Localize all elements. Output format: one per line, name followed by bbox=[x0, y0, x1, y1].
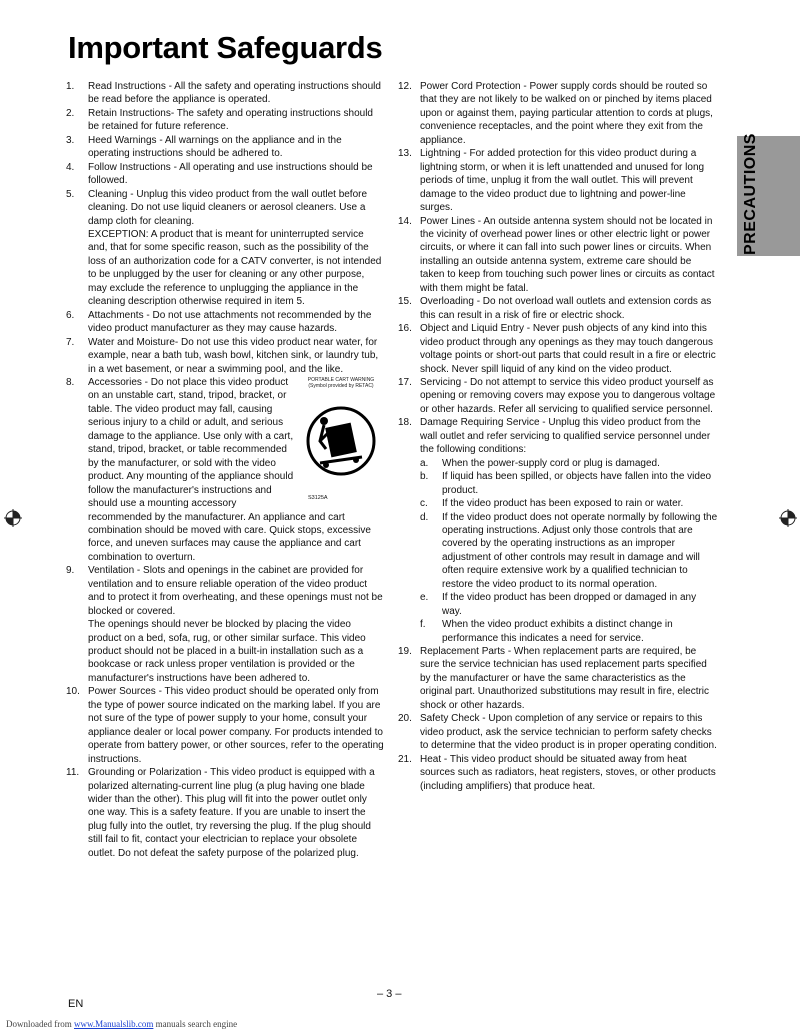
list-item: 14. Power Lines - An outside antenna system should not be located in the vicinity of overhead power lines or other electric light or power circuits, or where it can fall into such power lines or circuits. When installing an outside antenna system, extreme care should be taken to keep from touching such power lines or circuits as contact with them might be fatal. bbox=[398, 215, 715, 294]
download-credit: Downloaded from www.Manualslib.com manuals search engine bbox=[6, 1019, 238, 1029]
list-item: 6. Attachments - Do not use attachments not recommended by the video product manufacturer as they may cause hazards. bbox=[66, 309, 372, 335]
cart-warning-code: S3125A bbox=[308, 494, 328, 501]
list-item: 4. Follow Instructions - All operating and use instructions should be followed. bbox=[66, 161, 373, 187]
page-title: Important Safeguards bbox=[68, 30, 383, 65]
section-tab-label: PRECAUTIONS bbox=[742, 133, 759, 255]
list-item: d. If the video product does not operate normally by following the operating instructions. Adjust only those controls that are covered by the operating instructions as an improper adjustment of other controls may result in damage and will often require extensive work by a qualified technician to restore the video product to its normal operation. bbox=[420, 511, 718, 590]
list-item: 16. Object and Liquid Entry - Never push objects of any kind into this video product through any openings as they may touch dangerous voltage points or short-out parts that could result in a fire or electric shock. Never spill liquid of any kind on the video product. bbox=[398, 323, 716, 375]
list-item: 11. Grounding or Polarization - This video product is equipped with a polarized alternating-current line plug (a plug having one blade wider than the other). This plug will fit into the power outlet only one way. This is a safety feature. If you are unable to insert the plug fully into the outlet, try reversing the plug. If the plug should still fail to fit, contact your electrician to replace your obsolete outlet. Do not defeat the safety purpose of the polarized plug. bbox=[66, 767, 375, 859]
manualslib-link[interactable]: www.Manualslib.com bbox=[73, 1019, 154, 1029]
list-item: 3. Heed Warnings - All warnings on the appliance and in the operating instructions should be adhered to. bbox=[66, 134, 342, 160]
safeguard-list bbox=[66, 80, 384, 860]
registration-mark-icon bbox=[4, 509, 22, 527]
list-item: a. When the power-supply cord or plug is damaged. bbox=[420, 457, 660, 469]
list-item: f. When the video product exhibits a distinct change in performance this indicates a need for service. bbox=[420, 619, 673, 644]
list-item: 13. Lightning - For added protection for this video product during a lightning storm, or when it is left unattended and unused for long periods of time, unplug it from the wall outlet. This will prevent damage to the video product due to lightning and power-line surges. bbox=[398, 148, 705, 214]
list-item: 18. Damage Requiring Service - Unplug this video product from the wall outlet and refer servicing to qualified service personnel under the following conditions: a. When the power-supply cord or plug is damaged. b. If liquid has been spilled, or objects have fallen into the video product. c. If the video product has been exposed to rain or water. d. If the video product does not operate normally by following the operating instructions. Adjust only those controls that are covered by the operating instructions as an improper adjustment of other controls may result in damage and will often require extensive work by a qualified technician to restore the video product to its normal operation. e. If the video product has been dropped or damaged in any way. f. When the video product exhibits a distinct change in performance this indicates a need for service. bbox=[398, 417, 718, 644]
list-item: e. If the video product has been dropped or damaged in any way. bbox=[420, 592, 697, 617]
list-item: 2. Retain Instructions- The safety and operating instructions should be retained for future reference. bbox=[66, 107, 373, 133]
language-label: EN bbox=[68, 998, 84, 1010]
left-column bbox=[66, 80, 384, 860]
list-item: 21. Heat - This video product should be situated away from heat sources such as radiators, heat registers, stoves, or other products (including amplifiers) that produce heat. bbox=[398, 753, 716, 792]
page-number: – 3 – bbox=[377, 988, 402, 1000]
list-item: 20. Safety Check - Upon completion of any service or repairs to this video product, ask the service technician to perform safety checks to determine that the video product is in proper operating condition. bbox=[398, 713, 717, 752]
list-item: 19. Replacement Parts - When replacement parts are required, be sure the service technician has used replacement parts specified by the manufacturer or have the same characteristics as the original part. Unauthorized substitutions may result in fire, electric shock or other hazards. bbox=[398, 646, 710, 711]
list-item: 10. Power Sources - This video product should be operated only from the type of power source indicated on the marking label. If you are not sure of the type of power supply to your home, consult your appliance dealer or local power company. For products intended to operate from battery power, or other sources, refer to the operating instructions. bbox=[66, 686, 384, 765]
registration-mark-icon bbox=[779, 509, 797, 527]
exception-note: EXCEPTION: A product that is meant for uninterrupted service and, that for some specific reason, such as the possibility of the loss of an authorization code for a CATV converter, is not intended to be unplugged by the user for cleaning or any other purpose, may exclude the reference to unplugging the appliance in the cleaning description otherwise required in item 5. bbox=[88, 228, 382, 308]
list-item: 7. Water and Moisture- Do not use this video product near water, for example, near a bath tub, wash bowl, kitchen sink, or laundry tub, in a wet basement, or near a swimming pool, and the like. bbox=[66, 336, 379, 375]
list-item: 5. Cleaning - Unplug this video product from the wall outlet before cleaning. Do not use liquid cleaners or aerosol cleaners. Use a damp cloth for cleaning. EXCEPTION: A product that is meant for uninterrupted service and, that for some specific reason, such as the possibility of the loss of an authorization code for a CATV converter, is not intended to be unplugged by the user for cleaning or any other purpose, may exclude the reference to unplugging the appliance in the cleaning description otherwise required in item 5. bbox=[66, 188, 384, 309]
cart-warning-figure bbox=[300, 377, 382, 505]
list-item: b. If liquid has been spilled, or objects have fallen into the video product. bbox=[420, 471, 712, 496]
cart-tip-over-icon bbox=[306, 391, 376, 483]
safeguard-list bbox=[398, 80, 718, 793]
cart-warning-caption: PORTABLE CART WARNING (Symbol provided by RETAC) bbox=[307, 376, 375, 389]
list-item: 12. Power Cord Protection - Power supply cords should be routed so that they are not likely to be walked on or pinched by items placed upon or against them, paying particular attention to cords at plugs, convenience receptacles, and the point where they exit from the appliance. bbox=[398, 81, 713, 146]
list-item: 17. Servicing - Do not attempt to service this video product yourself as opening or removing covers may expose you to dangerous voltage or other hazards. Refer all servicing to qualified service personnel. bbox=[398, 376, 716, 415]
list-item: c. If the video product has been exposed to rain or water. bbox=[420, 498, 684, 510]
right-column bbox=[398, 80, 718, 793]
list-item: 1. Read Instructions - All the safety and operating instructions should be read before the appliance is operated. bbox=[66, 81, 381, 106]
list-item: 8. PORTABLE CART WARNING (Symbol provided by RETAC) S3125A Accessories - Do not place this video product on an unstable cart, stand, tripod, bracket, or table. The video product may fall, causing serious injury to a child or adult, and serious damage to the appliance. Use only with a cart, stand, tripod, bracket, or table recommended by the manufacturer, or sold with the video product. Any mounting of the appliance should follow the manufacturer's instructions and should use a mounting accessory recommended by the manufacturer. An appliance and cart combination should be moved with care. Quick stops, excessive force, and uneven surfaces may cause the appliance and cart combination to overturn. bbox=[66, 376, 384, 564]
condition-list bbox=[420, 457, 718, 645]
list-item: 9. Ventilation - Slots and openings in the cabinet are provided for ventilation and to ensure reliable operation of the video product and to protect it from overheating, and these openings must not be blocked or covered. The openings should never be blocked by placing the video product on a bed, sofa, rug, or other similar surface. This video product should not be placed in a built-in installation such as a bookcase or rack unless proper ventilation is provided or the manufacturer's instructions have been adhered to. bbox=[66, 565, 383, 684]
list-item: 15. Overloading - Do not overload wall outlets and extension cords as this can result in a risk of fire or electric shock. bbox=[398, 296, 712, 321]
